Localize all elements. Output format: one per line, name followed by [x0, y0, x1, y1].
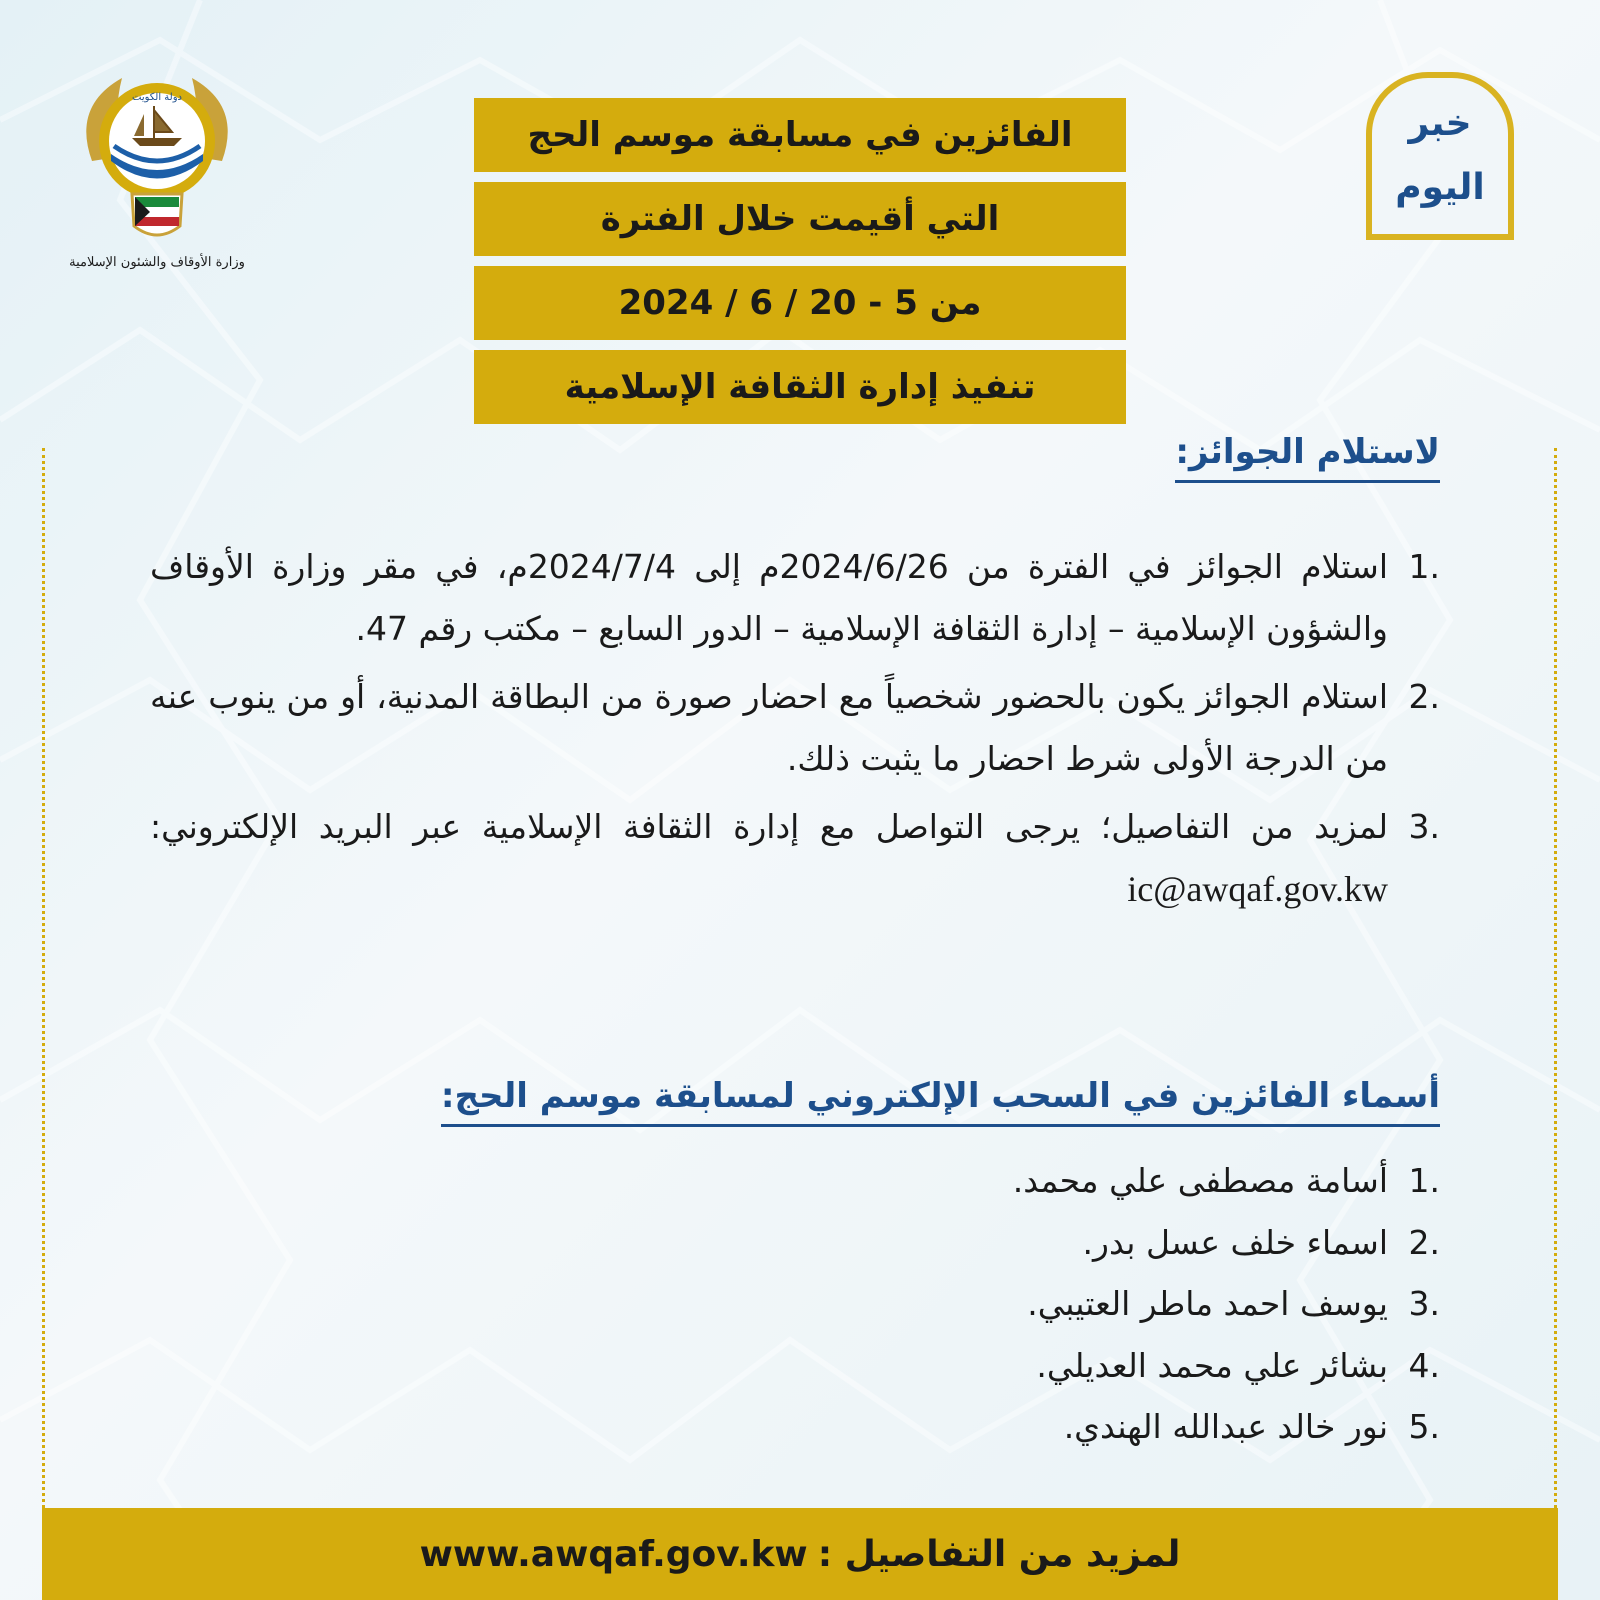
- winner-item: [740, 1396, 1440, 1458]
- prizes-heading: لاستلام الجوائز:: [1175, 432, 1440, 483]
- ministry-logo: [62, 66, 252, 286]
- list-item-text-with-email: [150, 796, 1388, 921]
- footer-label: لمزيد من التفاصيل :: [817, 1533, 1181, 1575]
- winners-list: [740, 1150, 1440, 1458]
- winner-number: 1.: [1408, 1161, 1440, 1200]
- winner-item: [740, 1150, 1440, 1212]
- winner-name: اسماء خلف عسل بدر.: [1082, 1222, 1388, 1262]
- list-item-number: 3.: [1408, 807, 1440, 846]
- contact-email-link[interactable]: ic@awqaf.gov.kw: [1127, 869, 1388, 909]
- winner-name: يوسف احمد ماطر العتيبي.: [1027, 1284, 1388, 1323]
- today-news-badge: [1366, 72, 1514, 240]
- list-item-number: 2.: [1408, 677, 1440, 716]
- emblem-caption: وزارة الأوقاف والشئون الإسلامية: [69, 255, 245, 270]
- winner-number: 2.: [1408, 1222, 1440, 1262]
- winner-name: بشائر علي محمد العديلي.: [1036, 1345, 1388, 1385]
- winner-name: نور خالد عبدالله الهندي.: [1063, 1407, 1388, 1446]
- winner-item: [740, 1335, 1440, 1397]
- list-item: [150, 666, 1440, 790]
- list-item: [150, 536, 1440, 660]
- winner-number: 4.: [1408, 1345, 1440, 1385]
- list-item-number: 1.: [1408, 547, 1440, 586]
- list-item-text: استلام الجوائز في الفترة من 2024/6/26م إلى 2024/7/4م، في مقر وزارة الأوقاف والشؤون الإسلامية – إدارة الثقافة الإسلامية – الدور السابع – مكتب رقم 47.: [150, 547, 1389, 648]
- title-bar-1: الفائزين في مسابقة موسم الحج: [474, 98, 1126, 172]
- contact-text: لمزيد من التفاصيل؛ يرجى التواصل مع إدارة الثقافة الإسلامية عبر البريد الإلكتروني:: [150, 807, 1388, 846]
- badge-line-1: خبر: [1408, 103, 1472, 144]
- dotted-border-left: [42, 448, 45, 1508]
- kuwait-awqaf-emblem-icon: [62, 66, 252, 286]
- emblem-top-text: دولة الكويت: [132, 92, 182, 103]
- title-bar-2: التي أقيمت خلال الفترة: [474, 182, 1126, 256]
- prizes-instructions-list: [150, 536, 1440, 927]
- winners-heading: أسماء الفائزين في السحب الإلكتروني لمسابقة موسم الحج:: [441, 1076, 1440, 1127]
- badge-line-2: اليوم: [1395, 167, 1485, 208]
- title-bar-dates: من 5 - 20 / 6 / 2024: [474, 266, 1126, 340]
- winner-item: [740, 1273, 1440, 1335]
- footer-website-link[interactable]: www.awqaf.gov.kw: [419, 1533, 808, 1575]
- dotted-border-right: [1554, 448, 1557, 1508]
- footer-bar: [42, 1508, 1558, 1600]
- title-stack: [474, 98, 1126, 434]
- list-item-text: استلام الجوائز يكون بالحضور شخصياً مع احضار صورة من البطاقة المدنية، أو من ينوب عنه من الدرجة الأولى شرط احضار ما يثبت ذلك.: [150, 677, 1388, 778]
- winner-name: أسامة مصطفى علي محمد.: [1012, 1161, 1388, 1200]
- title-bar-4: تنفيذ إدارة الثقافة الإسلامية: [474, 350, 1126, 424]
- winner-number: 3.: [1408, 1284, 1440, 1323]
- list-item: [150, 796, 1440, 921]
- winner-item: [740, 1212, 1440, 1274]
- winner-number: 5.: [1408, 1407, 1440, 1446]
